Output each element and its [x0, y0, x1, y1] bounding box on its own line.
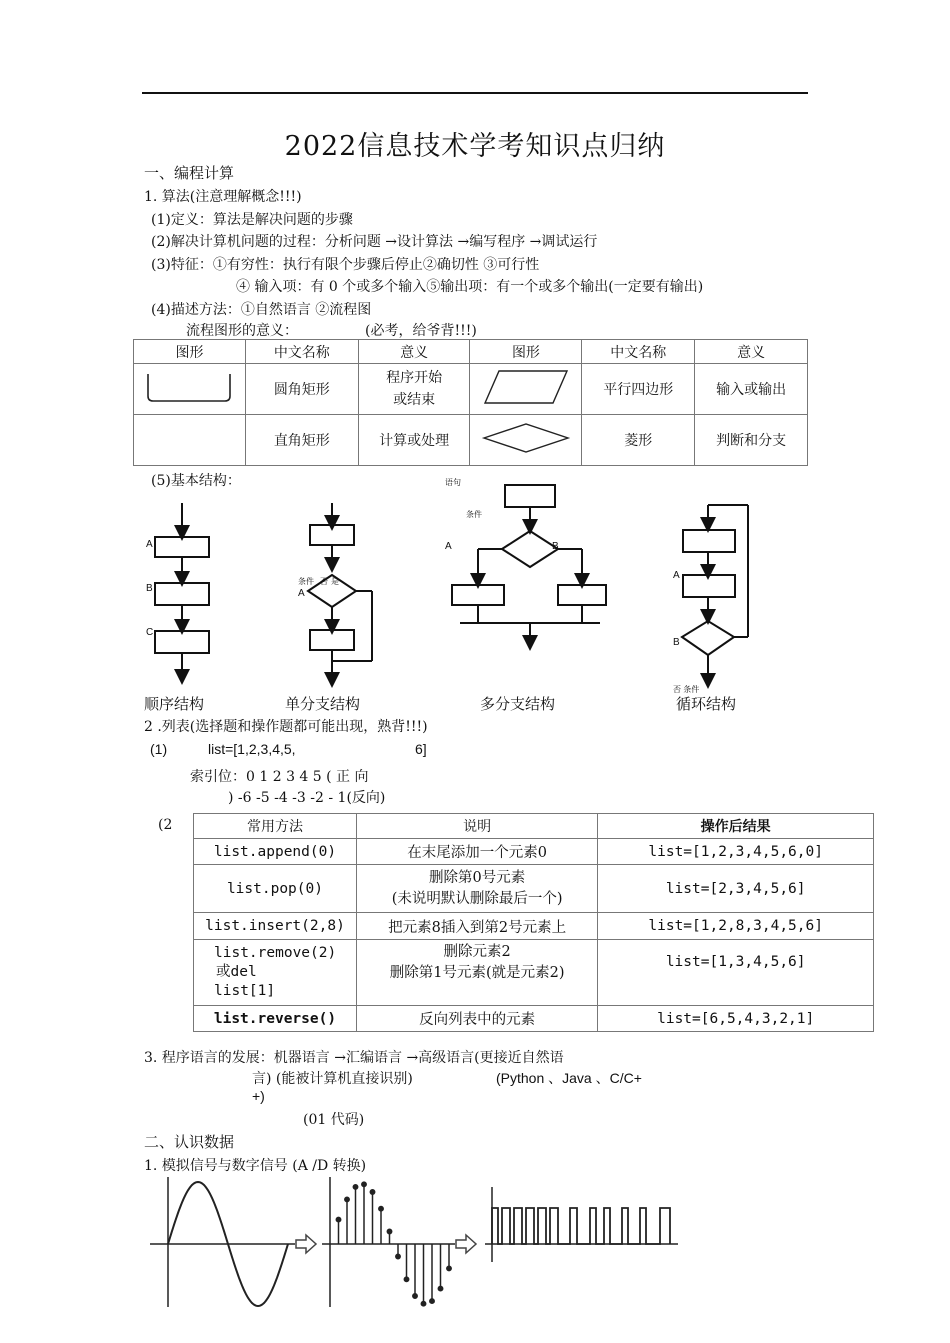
index-negative: ) -6 -5 -4 -3 -2 - 1(反向) [228, 790, 386, 806]
method-line: list.remove(2) [214, 945, 337, 961]
label-cond-2: 条件 [466, 510, 482, 519]
description-cell [356, 865, 597, 913]
index-positive: 索引位：0 1 2 3 4 5 ( 正 向 [190, 769, 369, 785]
sample-point [387, 1229, 391, 1233]
description-line: 删除第0号元素 [429, 869, 526, 886]
sample-point [447, 1266, 451, 1270]
label-cond: 条件 [298, 577, 314, 586]
label-a-2: A [298, 588, 305, 599]
flowchart-meaning-label: 流程图形的意义： [186, 323, 298, 339]
description-cell: 反向列表中的元素 [356, 1006, 597, 1032]
sample-point [353, 1185, 357, 1189]
method-line: 或del [216, 964, 257, 980]
description-line: 删除第1号元素(就是元素2) [389, 965, 565, 981]
label-cond-3: 否 条件 [673, 685, 700, 694]
method-cell: list.insert(2,8) [194, 913, 357, 940]
rounded-rect-shape-cell [134, 364, 246, 415]
parallelogram-shape [481, 367, 571, 407]
result-cell: list=[2,3,4,5,6] [598, 865, 874, 913]
diamond-shape-cell [470, 415, 582, 466]
basic-structures-diagram [140, 475, 780, 695]
sampled-signal-plot [322, 1177, 455, 1307]
parallelogram-shape-cell [470, 364, 582, 415]
sample-point [430, 1299, 434, 1303]
result-cell: list=[6,5,4,3,2,1] [598, 1006, 874, 1032]
multi-branch-structure-diagram [452, 485, 606, 643]
header-cell: 图形 [470, 340, 582, 364]
method-cell [194, 940, 357, 1006]
shape-meaning-cell: 计算或处理 [358, 415, 470, 466]
algorithm-features-1: (3)特征：①有穷性：执行有限个步骤后停止②确切性 ③可行性 [151, 257, 540, 273]
method-cell: list.pop(0) [194, 865, 357, 913]
sequence-structure-label: 顺序结构 [144, 695, 205, 713]
label-b-3: B [552, 541, 559, 552]
language-line-1: 3. 程序语言的发展：机器语言 →汇编语言 →高级语言(更接近自然语 [144, 1050, 564, 1066]
result-cell: list=[1,2,8,3,4,5,6] [598, 913, 874, 940]
basic-structure-label: (5)基本结构： [151, 473, 241, 489]
label-yes: 是 [331, 577, 339, 586]
shape-name-cell: 圆角矩形 [245, 364, 358, 415]
page-title: 2022信息技术学考知识点归纳 [284, 131, 666, 162]
single-branch-structure-label: 单分支结构 [285, 695, 361, 713]
description-methods: (4)描述方法：①自然语言 ②流程图 [151, 302, 372, 318]
algorithm-features-2: ④ 输入项：有 0 个或多个输入⑤输出项：有一个或多个输出(一定要有输出) [236, 279, 704, 295]
header-cell: 中文名称 [245, 340, 358, 364]
header-cell: 中文名称 [582, 340, 695, 364]
multi-branch-structure-label: 多分支结构 [480, 695, 556, 713]
shape-name-cell: 平行四边形 [582, 364, 695, 415]
method-line: list[1] [214, 983, 276, 999]
sequence-structure-diagram [155, 503, 209, 677]
result-cell: list=[1,2,3,4,5,6,0] [598, 839, 874, 865]
analog-signal-plot [150, 1177, 295, 1307]
language-line-4: (01 代码) [303, 1112, 365, 1128]
shape-meaning-line: 或结束 [393, 392, 436, 408]
sample-point [345, 1197, 349, 1201]
shape-name-cell: 菱形 [582, 415, 695, 466]
sample-point [379, 1207, 383, 1211]
header-cell: 常用方法 [194, 814, 357, 839]
section-1-heading: 一、编程计算 [144, 164, 235, 182]
description-cell [356, 940, 597, 1006]
algorithm-process: (2)解决计算机问题的过程：分析问题 →设计算法 →编写程序 →调试运行 [151, 234, 598, 250]
ad-conversion-figure [150, 1172, 680, 1312]
shape-meaning-cell [358, 364, 470, 415]
label-b-4: B [673, 637, 680, 648]
arrow-right-icon [296, 1235, 316, 1253]
label-a: A [146, 539, 153, 550]
language-line-3: +) [252, 1088, 265, 1104]
sample-point [396, 1254, 400, 1258]
list-item-2-number: (2 [158, 817, 173, 833]
list-example-value: list=[1,2,3,4,5, [208, 741, 296, 757]
algorithm-heading: 1. 算法(注意理解概念!!!) [144, 189, 302, 205]
method-cell: list.reverse() [194, 1006, 357, 1032]
rect-shape-cell [134, 415, 246, 466]
list-example-end: 6] [415, 741, 427, 757]
loop-structure-label: 循环结构 [676, 695, 737, 713]
flowchart-note: (必考，给爷背!!!) [365, 323, 477, 339]
label-a-4: A [673, 570, 680, 581]
label-stmt: 语句 [445, 478, 461, 487]
sample-point [438, 1286, 442, 1290]
top-rule [142, 92, 808, 94]
description-line: (未说明默认删除最后一个) [391, 890, 563, 907]
label-b: B [146, 583, 153, 594]
digital-signal-plot [485, 1187, 678, 1262]
rounded-rect-shape [144, 370, 234, 404]
sample-point [404, 1277, 408, 1281]
description-cell: 把元素8插入到第2号元素上 [356, 913, 597, 940]
description-cell: 在末尾添加一个元素0 [356, 839, 597, 865]
description-line: 删除元素2 [443, 944, 511, 960]
arrow-right-icon [456, 1235, 476, 1253]
header-cell: 意义 [358, 340, 470, 364]
shape-name-cell: 直角矩形 [245, 415, 358, 466]
sample-point [362, 1182, 366, 1186]
list-item-1-number: (1) [150, 741, 168, 757]
single-branch-structure-diagram [308, 503, 372, 680]
shape-meaning-cell: 输入或输出 [695, 364, 808, 415]
header-cell: 操作后结果 [598, 814, 874, 839]
signal-heading: 1. 模拟信号与数字信号 (A /D 转换) [144, 1158, 367, 1174]
language-line-2a: 言) (能被计算机直接识别) [252, 1071, 413, 1087]
sample-point [413, 1294, 417, 1298]
shape-meaning-line: 程序开始 [386, 370, 443, 386]
algorithm-definition: (1)定义：算法是解决问题的步骤 [151, 212, 353, 228]
shape-meaning-cell: 判断和分支 [695, 415, 808, 466]
label-a-3: A [445, 541, 452, 552]
header-cell: 图形 [134, 340, 246, 364]
label-c: C [146, 627, 154, 638]
list-methods-table [193, 813, 874, 1032]
loop-structure-diagram [682, 505, 748, 681]
header-cell: 说明 [356, 814, 597, 839]
section-2-heading: 二、认识数据 [144, 1133, 235, 1151]
result-cell: list=[1,3,4,5,6] [598, 940, 874, 1006]
language-line-2b: (Python 、Java 、C/C+ [496, 1070, 642, 1086]
sample-point [370, 1190, 374, 1194]
method-cell: list.append(0) [194, 839, 357, 865]
sample-point [336, 1217, 340, 1221]
diamond-shape [480, 421, 572, 455]
header-cell: 意义 [695, 340, 808, 364]
sample-point [421, 1302, 425, 1306]
flowchart-shapes-table [133, 339, 808, 466]
list-heading: 2 .列表(选择题和操作题都可能出现，熟背!!!) [144, 719, 428, 735]
label-no: 否 [320, 577, 328, 586]
